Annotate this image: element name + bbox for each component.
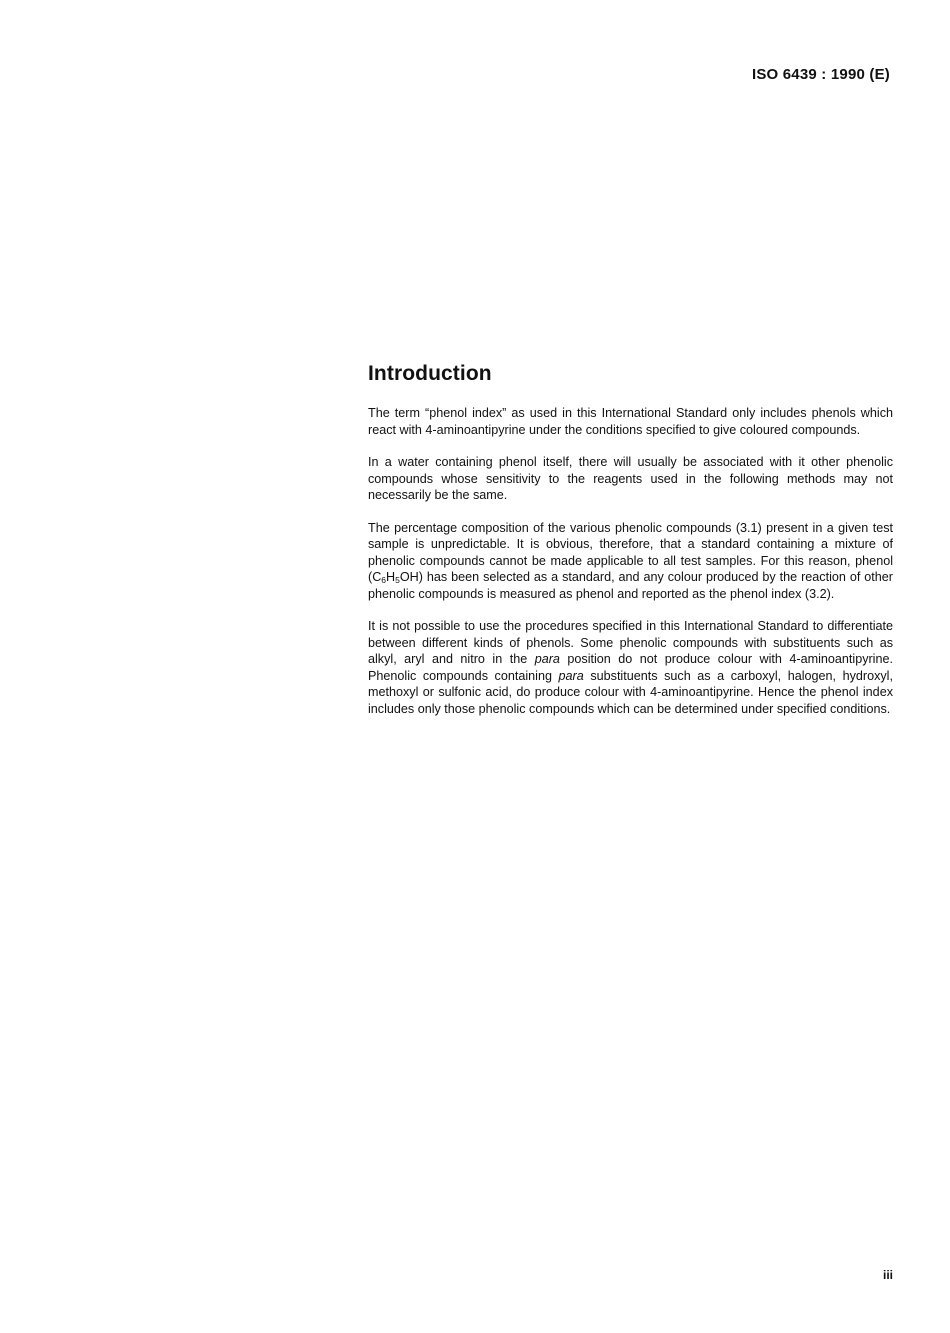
italic-term: para: [534, 652, 560, 666]
italic-term: para: [558, 668, 584, 683]
text-run: It is not possible to use the procedures specified in this International Standard to differentiate between different kinds of phenols. Some phenolic compounds with substituents such as alkyl, aryl and nitro in the: [368, 619, 893, 666]
document-header: [752, 66, 890, 83]
text-run: OH) has been selected as a standard, and any colour produced by the reaction of other phenolic compounds is measured as phenol and reported as the phenol index (3.2).: [368, 570, 893, 601]
text-run: position do not produce colour with 4-aminoantipyrine. Phenolic compounds containing: [368, 652, 893, 683]
main-content: [368, 360, 893, 733]
subscript: 5: [395, 575, 400, 585]
text-run: substituents such as a carboxyl, halogen, hydroxyl, methoxyl or sulfonic acid, do produce colour with 4-aminoantipyrine. Hence the phenol index includes only those phenolic compounds which can be determined under specified conditions.: [368, 668, 893, 716]
paragraph-limitations: [368, 618, 893, 717]
page-number: iii: [882, 1268, 893, 1282]
text-run: The percentage composition of the various phenolic compounds (3.1) present in a given test sample is unpredictable. It is obvious, therefore, that a standard containing a mixture of phenolic compounds cannot be made applicable to all test samples. For this reason, phenol (C: [368, 520, 893, 584]
paragraph-composition: [368, 520, 893, 603]
subscript: 6: [381, 575, 387, 585]
section-title: Introduction: [368, 362, 492, 385]
paragraph-associated-compounds: In a water containing phenol itself, there will usually be associated with it other phenolic compounds whose sensitivity to the reagents used in the following methods may not necessarily be the same.: [368, 455, 893, 502]
standard-reference: ISO 6439 : 1990 (E): [751, 66, 890, 83]
paragraph-phenol-index-definition: The term “phenol index” as used in this International Standard only includes phenols which react with 4-aminoantipyrine under the conditions specified to give coloured compounds.: [368, 406, 893, 437]
text-run: H: [386, 570, 396, 584]
